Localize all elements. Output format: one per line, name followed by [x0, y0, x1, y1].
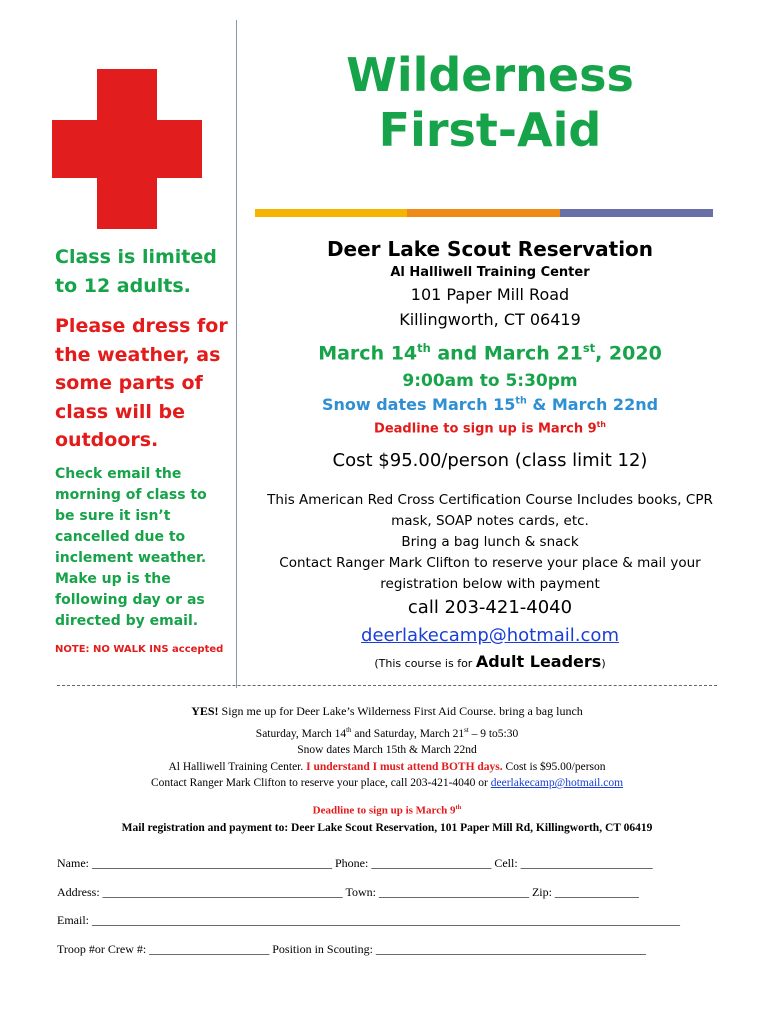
- cut-line: [57, 685, 717, 686]
- venue-name: Deer Lake Scout Reservation: [326, 237, 654, 261]
- form-dates: Saturday, March 14th and Saturday, March 21st – 9 to5:30: [255, 727, 519, 740]
- form-contact: Contact Ranger Mark Clifton to reserve your place, call 203-421-4040 or deerlakecamp@hotmail.com: [150, 777, 624, 789]
- training-center-name: Al Halliwell Training Center: [390, 265, 590, 280]
- accent-bar-purple: [560, 209, 713, 217]
- form-snow-dates: Snow dates March 15th & March 22nd: [297, 744, 477, 756]
- class-limit-note: Class is limited to 12 adults.: [55, 246, 217, 297]
- column-divider: [236, 20, 237, 688]
- course-description: This American Red Cross Certification Course Includes books, CPR mask, SOAP notes cards, etc. Bring a bag lunch & snack Contact Ranger Mark Clifton to reserve your place & mail your registration below with payment: [267, 492, 713, 592]
- title-line-1: Wilderness: [346, 48, 634, 102]
- check-email-note: Check email the morning of class to be sure it isn’t cancelled due to inclement weather. Make up is the following day or as directed by email.: [55, 466, 207, 629]
- accent-bar-yellow: [255, 209, 407, 217]
- address-line-2: Killingworth, CT 06419: [399, 310, 581, 329]
- dress-note: Please dress for the weather, as some parts of class will be outdoors.: [55, 315, 228, 451]
- signup-deadline: Deadline to sign up is March 9th: [374, 420, 606, 437]
- page-title: [260, 48, 720, 158]
- audience-note: (This course is for Adult Leaders): [374, 652, 606, 671]
- class-time: 9:00am to 5:30pm: [402, 371, 578, 391]
- mail-instructions: Mail registration and payment to: Deer Lake Scout Reservation, 101 Paper Mill Rd, Killingworth, CT 06419: [121, 822, 653, 834]
- accent-bar-orange: [407, 209, 560, 217]
- form-email-link[interactable]: deerlakecamp@hotmail.com: [490, 777, 624, 789]
- contact-email-link[interactable]: deerlakecamp@hotmail.com: [361, 625, 619, 646]
- name-phone-cell-fields[interactable]: Name: ________________________________________ Phone: ____________________ Cell: ______________________: [57, 856, 653, 870]
- address-town-zip-fields[interactable]: Address: ________________________________________ Town: _________________________ Zip: ______________: [57, 885, 639, 899]
- troop-position-fields[interactable]: Troop #or Crew #: ____________________ Position in Scouting: _____________________________________________: [57, 942, 646, 956]
- form-center-note: Al Halliwell Training Center. I understand I must attend BOTH days. Cost is $95.00/person: [168, 761, 606, 773]
- red-cross-logo-bar: [52, 120, 202, 178]
- address-line-1: 101 Paper Mill Road: [410, 285, 570, 304]
- title-line-2: First-Aid: [378, 103, 602, 157]
- contact-phone: call 203-421-4040: [407, 597, 573, 618]
- snow-dates: Snow dates March 15th & March 22nd: [321, 395, 659, 414]
- class-dates: March 14th and March 21st, 2020: [318, 341, 662, 365]
- course-cost: Cost $95.00/person (class limit 12): [332, 450, 648, 471]
- email-field[interactable]: Email: __________________________________________________________________________________________________: [57, 913, 680, 927]
- signup-statement: YES! Sign me up for Deer Lake’s Wilderness First Aid Course. bring a bag lunch: [191, 704, 583, 718]
- walk-in-note: NOTE: NO WALK INS accepted: [55, 644, 224, 655]
- form-deadline: Deadline to sign up is March 9th: [312, 804, 462, 817]
